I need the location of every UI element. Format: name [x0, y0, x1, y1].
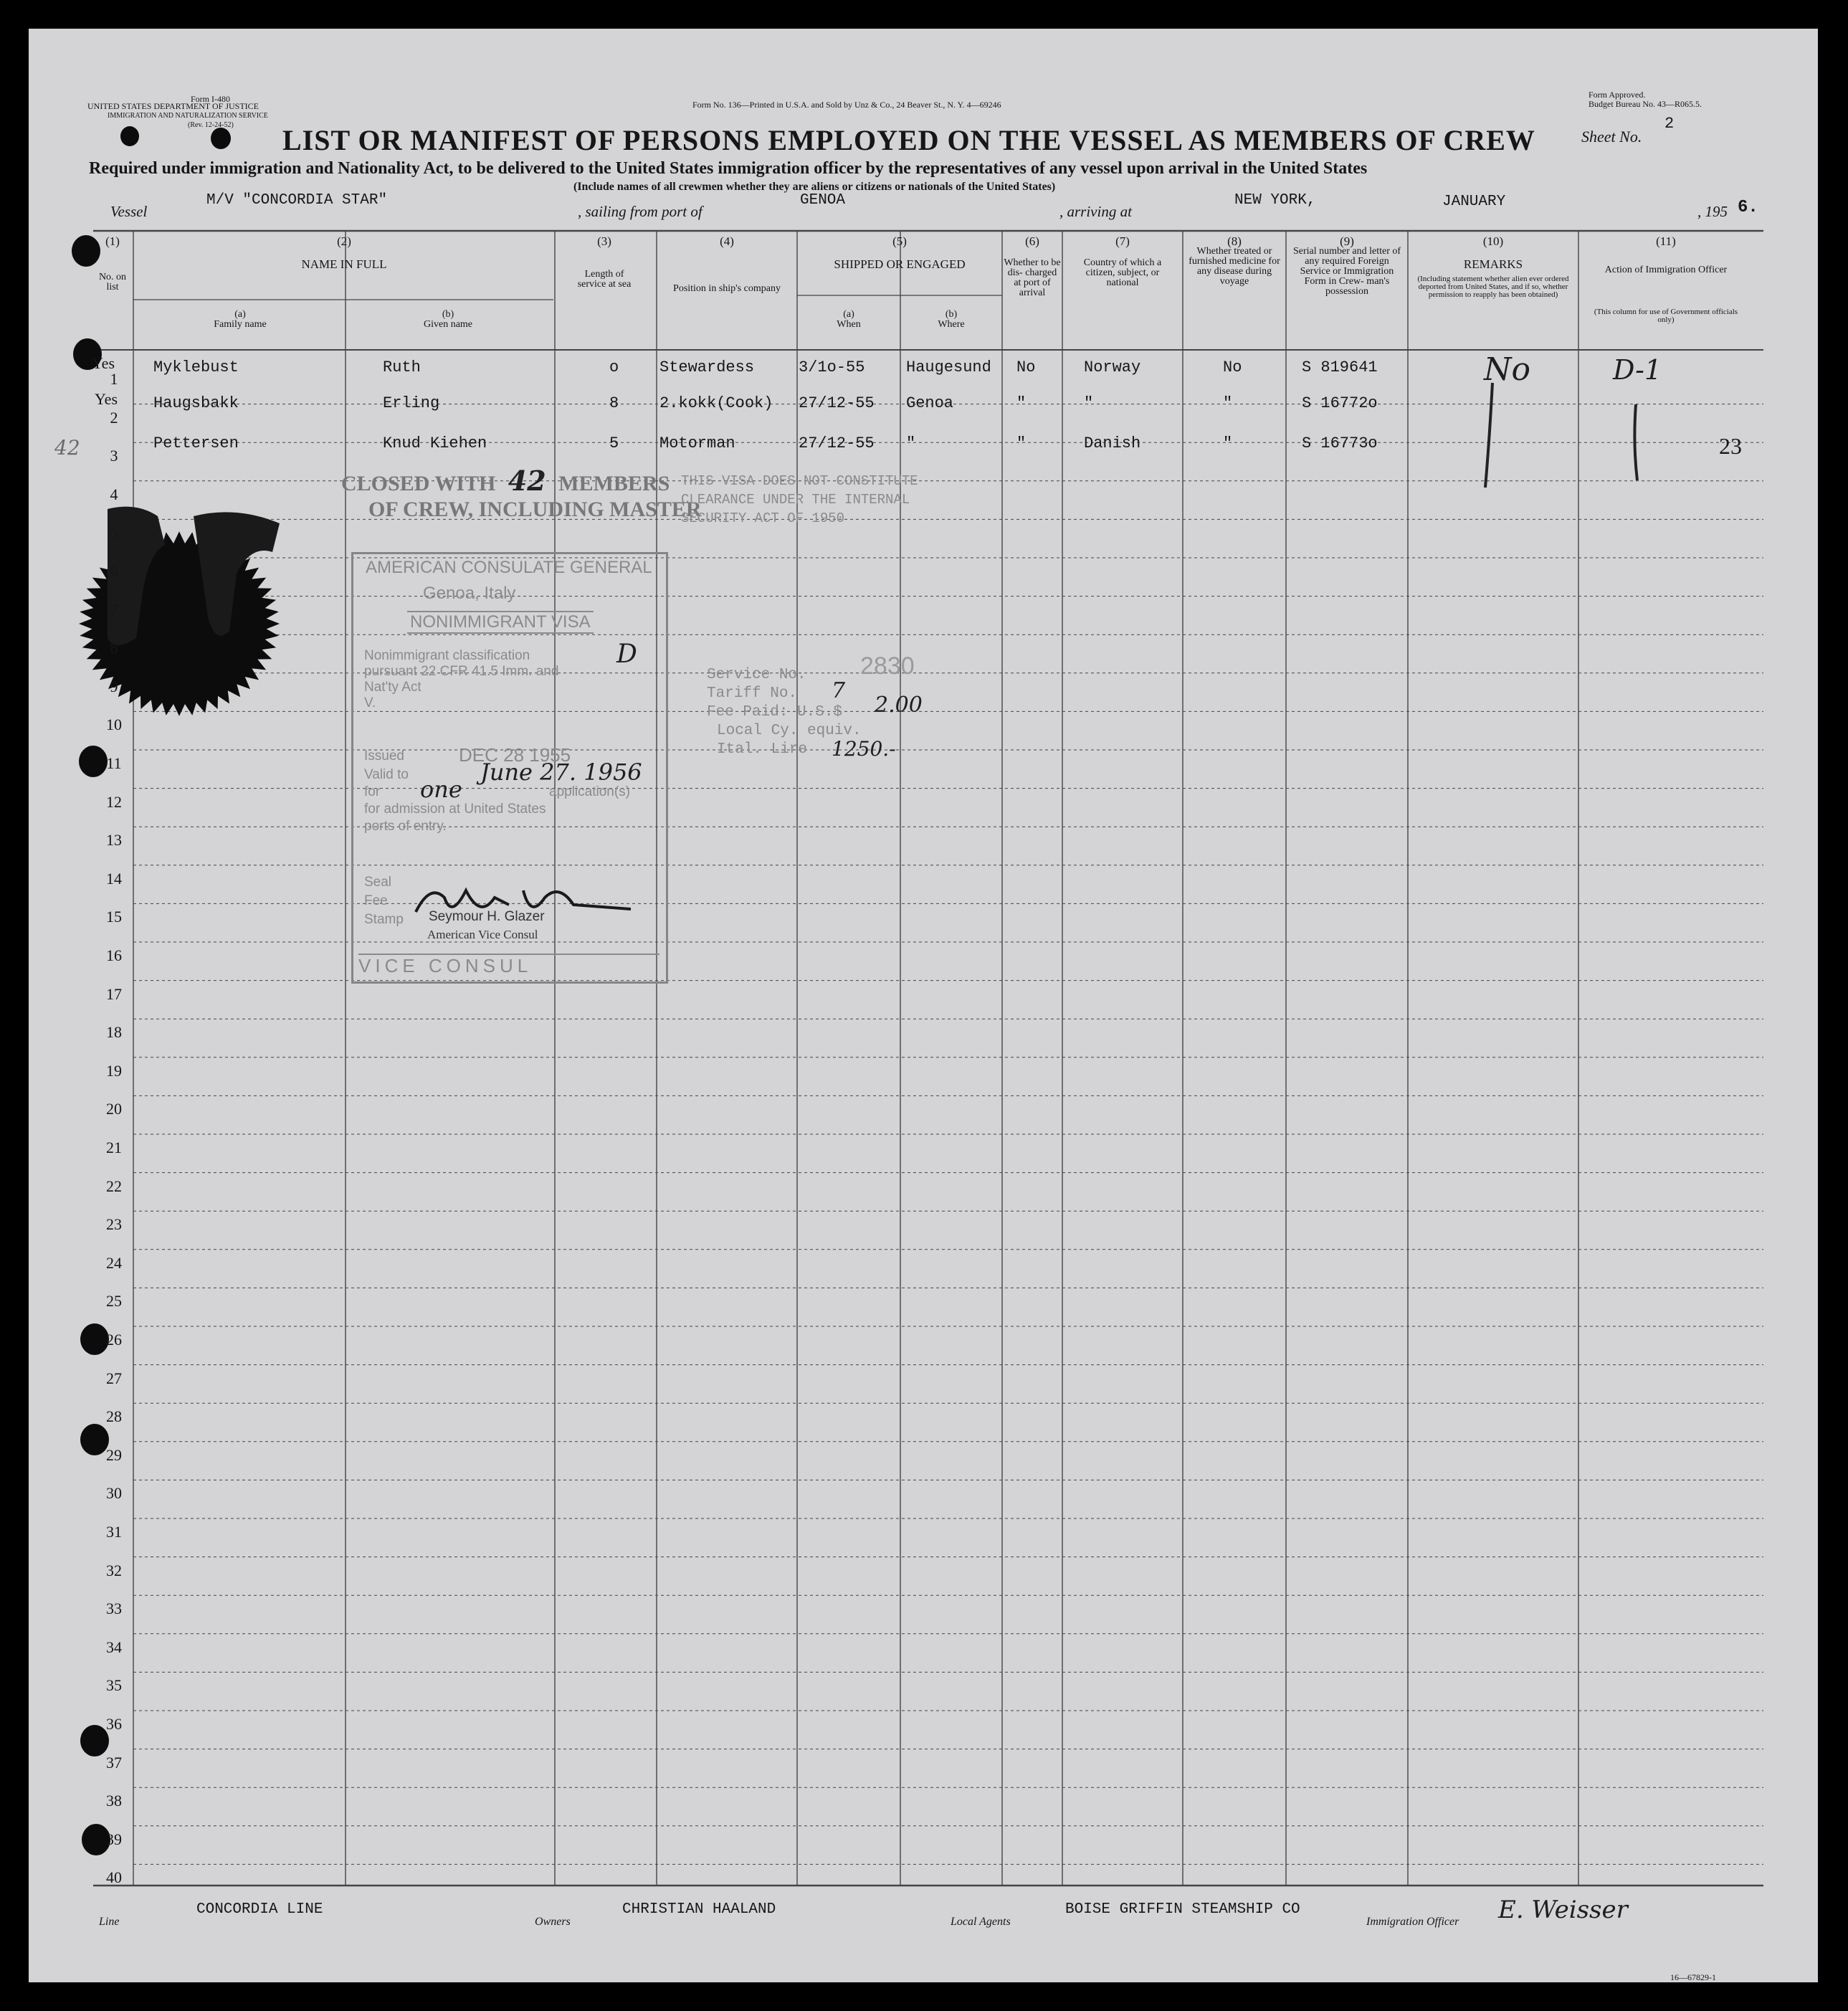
issued-label: Issued [364, 748, 404, 764]
closed-stamp-line1: CLOSED WITH 42 MEMBERS [341, 465, 670, 497]
margin-mark-row1: Yes [92, 354, 115, 372]
row-number: 24 [106, 1253, 122, 1272]
visa-class-label1: Nonimmigrant classification [364, 648, 530, 663]
col8-header: Whether treated or furnished medicine for any disease during voyage [1189, 246, 1280, 287]
col10-number: (10) [1482, 234, 1504, 248]
officer-label: Immigration Officer [1366, 1916, 1459, 1928]
row-number: 7 [110, 600, 118, 619]
position-cell: Motorman [659, 434, 735, 452]
arrival-month: JANUARY [1442, 194, 1506, 210]
position-cell: Stewardess [659, 358, 755, 376]
row-number: 27 [106, 1369, 122, 1387]
sheet-label: Sheet No. [1581, 128, 1642, 146]
row-number: 34 [106, 1637, 122, 1656]
col1-number: (1) [105, 234, 120, 248]
printer-line: Form No. 136—Printed in U.S.A. and Sold by Unz & Co., 24 Beaver St., N. Y. 4—69246 [692, 100, 1001, 110]
visa-notice-line1: THIS VISA DOES NOT CONSTITUTE [681, 473, 918, 489]
valid-date: June 27. 1956 [480, 759, 642, 786]
col10-note: (Including statement whether alien ever ordered deported from United States, and if so, whether permission to reapply has been obtained) [1417, 275, 1569, 299]
row-number: 40 [106, 1868, 122, 1887]
fee-paid-label: Fee Paid: U.S.$ [707, 704, 843, 721]
col11-note: (This column for use of Government officials only) [1594, 308, 1738, 324]
shipped-when-cell: 27/12-55 [799, 394, 875, 412]
discharged-cell: No [1016, 358, 1036, 376]
dept-line-3: (Rev. 12-24-52) [188, 121, 234, 129]
admission-label: for admission at United States [364, 802, 546, 817]
shipped-where-cell: Haugesund [906, 358, 991, 376]
row-number: 35 [106, 1676, 122, 1695]
row-number: 22 [106, 1176, 122, 1195]
sailing-label: , sailing from port of [578, 203, 702, 220]
agents-label: Local Agents [951, 1916, 1011, 1928]
col5-header: SHIPPED OR ENGAGED [834, 257, 966, 271]
country-cell: Danish [1084, 434, 1141, 452]
row-number: 14 [106, 869, 122, 888]
row-number: 21 [106, 1138, 122, 1156]
year-prefix: , 195 [1697, 203, 1728, 220]
col9-number: (9) [1340, 234, 1354, 248]
service-no-value: 2830 [860, 652, 915, 680]
col1-header: No. on list [98, 272, 127, 293]
valid-label: Valid to [364, 767, 409, 782]
row-number: 13 [106, 831, 122, 850]
page-subtitle: Required under immigration and Nationality Act, to be delivered to the United States immigration officer by the representatives of any vessel upon arrival in the United States [89, 159, 1368, 178]
serial-number-cell: S 16772o [1302, 394, 1378, 412]
punch-hole-icon [120, 126, 139, 146]
position-cell: 2.kokk(Cook) [659, 394, 773, 412]
consul-name: Seymour H. Glazer [429, 909, 545, 924]
officer-handwriting: D-1 [1613, 354, 1662, 386]
medicine-cell: " [1223, 434, 1233, 452]
col4-number: (4) [720, 234, 734, 248]
tariff-value: 7 [832, 678, 846, 703]
port-of-departure: GENOA [800, 192, 846, 209]
consulate-line1: AMERICAN CONSULATE GENERAL [366, 558, 652, 577]
col2b-header: (b) Given name [423, 309, 473, 330]
officer-signature: E. Weisser [1498, 1896, 1628, 1924]
col7-header: Country of which a citizen, subject, or national [1083, 257, 1162, 288]
visa-class-label4: V. [364, 695, 376, 710]
row-number: 3 [110, 447, 118, 465]
consulate-line2: Genoa, Italy [423, 584, 516, 603]
row-number: 25 [106, 1292, 122, 1311]
col6-number: (6) [1025, 234, 1039, 248]
discharged-cell: " [1016, 434, 1027, 452]
row-number: 15 [106, 908, 122, 926]
application-label: application(s) [549, 784, 630, 799]
row-number: 11 [106, 754, 122, 772]
medicine-cell: No [1223, 358, 1242, 376]
issued-date: DEC 28 1955 [459, 744, 571, 766]
row-number: 6 [110, 562, 118, 580]
side-number: 23 [1719, 433, 1742, 459]
embossed-seal-icon [50, 502, 330, 738]
row-number: 5 [110, 523, 118, 542]
visa-class-label2: pursuant 22 CFR 41.5 Imm. and [364, 664, 559, 679]
col5a-header: (a) When [837, 309, 861, 330]
service-length-cell: 8 [609, 394, 619, 412]
col11-number: (11) [1656, 234, 1676, 248]
col8-number: (8) [1227, 234, 1242, 248]
row-number: 32 [106, 1561, 122, 1579]
punch-hole-icon [211, 128, 231, 149]
form-code: 16—67829-1 [1670, 1972, 1716, 1982]
approved-line-2: Budget Bureau No. 43—R065.5. [1589, 99, 1702, 109]
shipped-where-cell: " [906, 434, 916, 452]
col5b-header: (b) Where [938, 309, 965, 330]
given-name-cell: Ruth [383, 358, 421, 376]
form-number: Form I-480 [191, 94, 230, 104]
for-label: for [364, 784, 381, 799]
serial-number-cell: S 16773o [1302, 434, 1378, 452]
tariff-label: Tariff No. [707, 685, 798, 702]
family-name-cell: Pettersen [153, 434, 239, 452]
col2a-header: (a) Family name [214, 309, 267, 330]
local-currency-label: Local Cy. equiv. [717, 723, 862, 739]
row-number: 38 [106, 1792, 122, 1810]
consul-footer: VICE CONSUL [358, 954, 659, 977]
row-number: 10 [106, 716, 122, 734]
service-length-cell: 5 [609, 434, 619, 452]
sheet-number: 2 [1664, 115, 1675, 133]
dept-line-1: UNITED STATES DEPARTMENT OF JUSTICE [87, 101, 259, 111]
port-of-arrival: NEW YORK, [1234, 192, 1316, 209]
country-cell: " [1084, 394, 1094, 412]
lire-value: 1250.- [832, 737, 896, 761]
service-length-cell: o [609, 358, 619, 376]
agents-value: BOISE GRIFFIN STEAMSHIP CO [1065, 1901, 1300, 1918]
row-number: 29 [106, 1445, 122, 1464]
shipped-where-cell: Genoa [906, 394, 954, 412]
stamp-label: Stamp [364, 912, 404, 927]
family-name-cell: Haugsbakk [153, 394, 239, 412]
margin-mark-row3: 42 [54, 436, 80, 460]
row-number: 23 [106, 1215, 122, 1234]
col10-header: REMARKS [1463, 257, 1523, 271]
service-no-label: Service No. [707, 667, 806, 683]
row-number: 9 [110, 677, 118, 695]
consulate-line3: NONIMMIGRANT VISA [407, 611, 594, 634]
discharged-cell: " [1016, 394, 1027, 412]
include-note: (Include names of all crewmen whether they are aliens or citizens or nationals of the United States) [573, 181, 1056, 193]
vessel-name: M/V "CONCORDIA STAR" [206, 192, 388, 209]
row-number: 39 [106, 1830, 122, 1848]
ditto-stroke [1477, 380, 1505, 495]
shipped-when-cell: 3/1o-55 [799, 358, 865, 376]
serial-number-cell: S 819641 [1302, 358, 1378, 376]
fee-label: Fee [364, 893, 388, 908]
visa-notice-line2: CLEARANCE UNDER THE INTERNAL [681, 492, 910, 508]
col6-header: Whether to be dis- charged at port of arrival [1004, 257, 1061, 298]
visa-notice-line3: SECURITY ACT OF 1950 [681, 510, 845, 526]
dept-line-2: IMMIGRATION AND NATURALIZATION SERVICE [108, 112, 268, 120]
row-number: 19 [106, 1061, 122, 1080]
closed-stamp-line2: OF CREW, INCLUDING MASTER [368, 498, 702, 521]
margin-mark-row2: Yes [95, 390, 118, 408]
col9-header: Serial number and letter of any required Foreign Service or Immigration Form in Crew- man's possession [1292, 246, 1401, 297]
remarks-handwriting: No [1484, 351, 1530, 388]
visa-class-label3: Nat'ty Act [364, 680, 421, 695]
medicine-cell: " [1223, 394, 1233, 412]
line-value: CONCORDIA LINE [196, 1901, 323, 1918]
country-cell: Norway [1084, 358, 1141, 376]
arriving-label: , arriving at [1059, 203, 1132, 220]
col2-header: NAME IN FULL [301, 257, 387, 271]
col11-header: Action of Immigration Officer [1604, 265, 1728, 275]
row-number: 33 [106, 1599, 122, 1618]
row-number: 12 [106, 792, 122, 811]
row-number: 4 [110, 485, 118, 503]
family-name-cell: Myklebust [153, 358, 239, 376]
lire-label: Ital. Lire [717, 741, 808, 758]
row-number: 20 [106, 1100, 122, 1118]
row-number: 37 [106, 1753, 122, 1772]
year-digit: 6. [1738, 198, 1758, 217]
ports-label: ports of entry. [364, 819, 447, 834]
row-number: 1 [110, 370, 118, 388]
row-number: 2 [110, 408, 118, 427]
row-number: 28 [106, 1407, 122, 1426]
col5-number: (5) [892, 234, 907, 248]
consul-title: American Vice Consul [427, 928, 538, 941]
row-number: 16 [106, 946, 122, 964]
vessel-label: Vessel [110, 203, 148, 220]
col7-number: (7) [1115, 234, 1130, 248]
given-name-cell: Erling [383, 394, 440, 412]
col3-number: (3) [597, 234, 611, 248]
closed-count: 42 [508, 465, 546, 497]
line-label: Line [99, 1916, 120, 1928]
col4-header: Position in ship's company [673, 283, 781, 294]
given-name-cell: Knud Kiehen [383, 434, 487, 452]
col2-number: (2) [337, 234, 351, 248]
fee-paid-value: 2.00 [875, 693, 923, 718]
row-number: 26 [106, 1331, 122, 1349]
page-title: LIST OR MANIFEST OF PERSONS EMPLOYED ON THE VESSEL AS MEMBERS OF CREW [282, 124, 1535, 156]
row-number: 8 [110, 639, 118, 657]
shipped-when-cell: 27/12-55 [799, 434, 875, 452]
ditto-stroke [1621, 401, 1650, 488]
approved-line-1: Form Approved. [1589, 90, 1646, 100]
row-number: 17 [106, 984, 122, 1003]
owners-label: Owners [535, 1916, 571, 1928]
row-number: 18 [106, 1023, 122, 1042]
row-number: 30 [106, 1484, 122, 1503]
row-number: 31 [106, 1523, 122, 1541]
visa-class-value: D [616, 640, 637, 669]
owners-value: CHRISTIAN HAALAND [622, 1901, 776, 1918]
row-number: 36 [106, 1715, 122, 1733]
seal-label: Seal [364, 875, 392, 890]
for-value: one [420, 776, 462, 803]
col3-header: Length of service at sea [577, 269, 632, 290]
